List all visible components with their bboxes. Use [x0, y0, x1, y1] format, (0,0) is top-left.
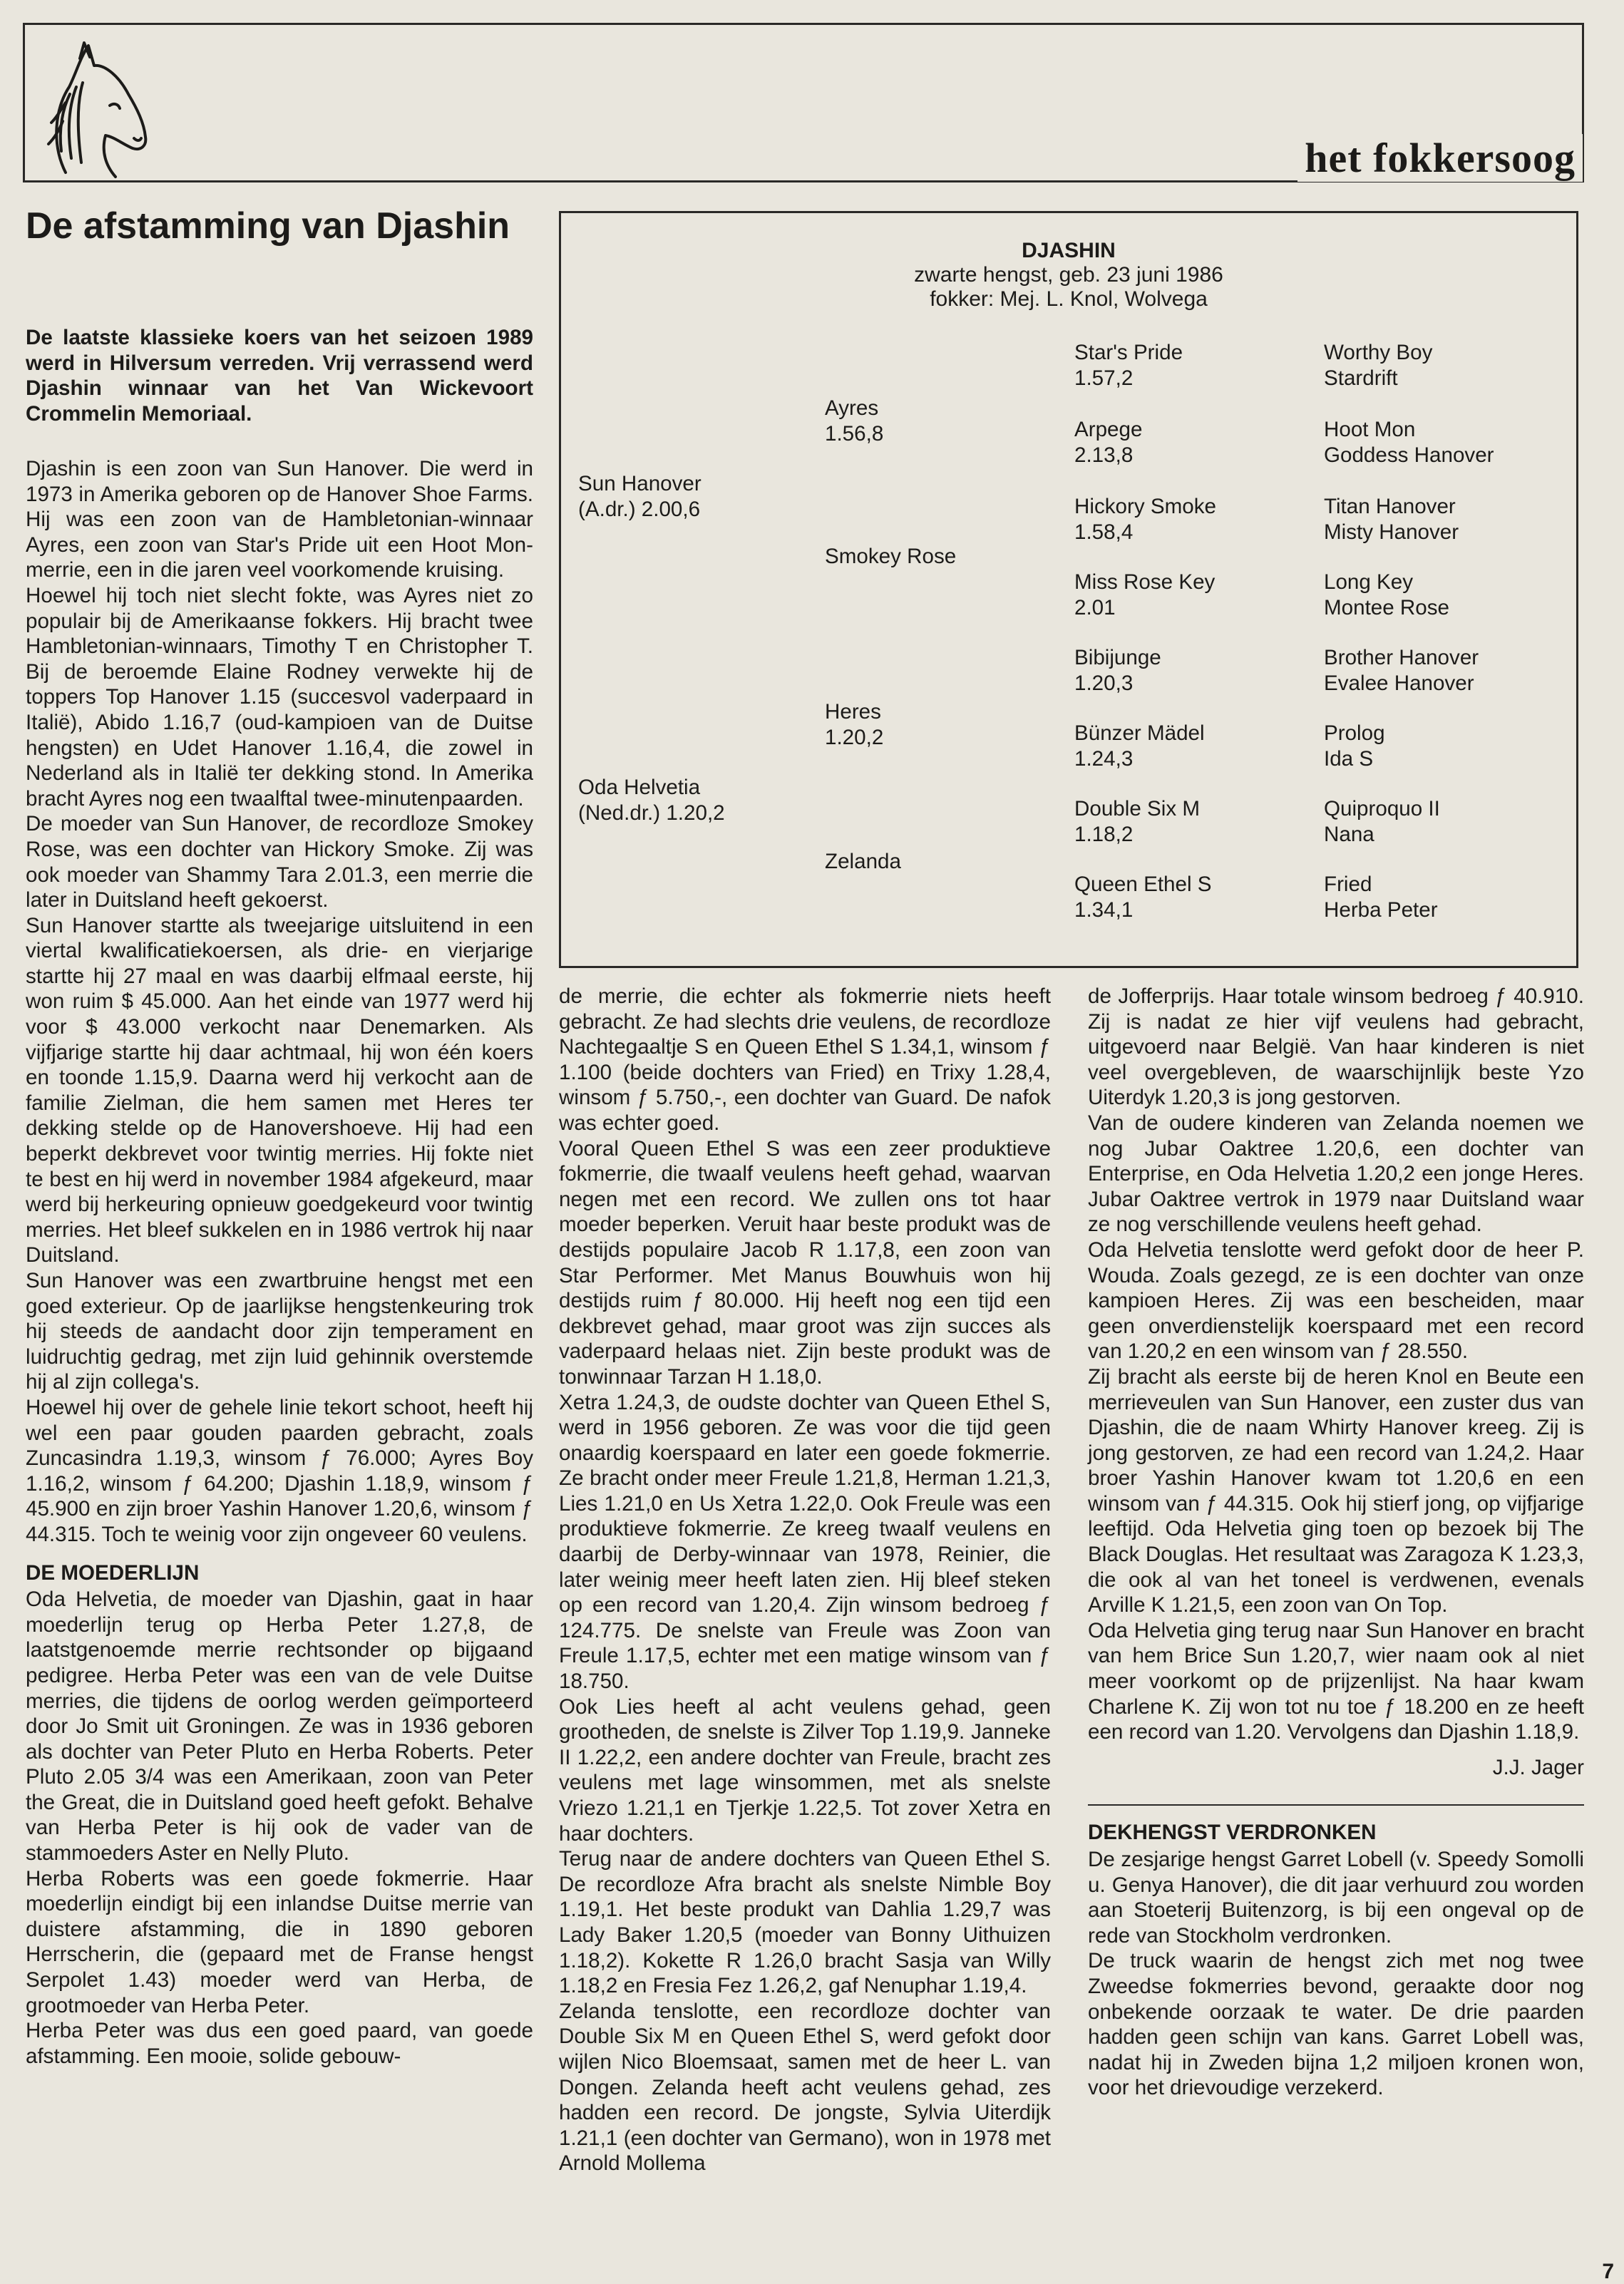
pedigree-gen2: Ayres 1.56,8	[825, 396, 884, 446]
article-column-3	[1088, 984, 1584, 2101]
page-number: 7	[1602, 2260, 1614, 2283]
author-signature: J.J. Jager	[1492, 1755, 1584, 1779]
paragraph: Hoewel hij over de gehele linie tekort schoot, heeft hij wel een paar gouden paarden gebracht, zoals Zuncasindra 1.19,3, winsom ƒ 76.000; Ayres Boy 1.16,2, winsom ƒ 64.200; Djashin 1.18,9, winsom ƒ 45.900 en zijn broer Yashin Hanover 1.20,6, winsom ƒ 44.315. Toch te weinig voor zijn ongeveer 60 veulens.	[26, 1395, 533, 1546]
pedigree-header	[561, 239, 1576, 312]
paragraph: Vooral Queen Ethel S was een zeer produktieve fokmerrie, die twaalf veulens heeft gehad, waarvan negen met een record. We zullen ons tot haar moeder beperken. Veruit haar beste produkt was de destijds populaire Jacob R 1.17,8, een zoon van Star Performer. Met Manus Bouwhuis won hij destijds ruim ƒ 80.000. Hij heeft nog een tijd een dekbrevet gehad, maar groot was zijn succes als vaderpaard helaas niet. Zijn beste produkt was de tonwinnaar Tarzan H 1.18,0.	[559, 1136, 1051, 1389]
pedigree-dam: Oda Helvetia (Ned.dr.) 1.20,2	[578, 776, 725, 825]
pedigree-gen4: Brother Hanover Evalee Hanover	[1324, 646, 1479, 695]
pedigree-gen4: Prolog Ida S	[1324, 721, 1385, 771]
pedigree-breeder: fokker: Mej. L. Knol, Wolvega	[930, 287, 1208, 311]
paragraph: De truck waarin de hengst zich met nog twee Zweedse fokmerries bevond, geraakte door nog onbekende oorzaak te water. De drie paarden hadden geen schijn van kans. Garret Lobell was, nadat hij in Zweden bijna 1,2 miljoen kronen won, voor het drievoudige verzekerd.	[1088, 1949, 1584, 2100]
article-lead: De laatste klassieke koers van het seizoen 1989 werd in Hilversum verreden. Vrij verrassend werd Djashin winnaar van het Van Wickevoort Crommelin Memoriaal.	[26, 326, 533, 426]
pedigree-box	[559, 211, 1578, 968]
section-title: het fokkersoog	[1297, 134, 1583, 182]
paragraph: Sun Hanover was een zwartbruine hengst met een goed exterieur. Op de jaarlijkse hengstenkeuring trok hij steeds de aandacht door zijn temperament en luidruchtig gedrag, met zijn luid gehinnik overstemde hij al zijn collega's.	[26, 1269, 533, 1394]
pedigree-gen4: Titan Hanover Misty Hanover	[1324, 495, 1459, 544]
paragraph: Djashin is een zoon van Sun Hanover. Die werd in 1973 in Amerika geboren op de Hanover Shoe Farms. Hij was een zoon van de Hambletonian-winnaar Ayres, een zoon van Star's Pride uit een Hoot Mon-merrie, een in die jaren veel voorkomende kruising.	[26, 457, 533, 582]
pedigree-gen4: Long Key Montee Rose	[1324, 570, 1450, 619]
subheading-moederlijn: DE MOEDERLIJN	[26, 1560, 200, 1585]
pedigree-gen4: Fried Herba Peter	[1324, 873, 1438, 922]
paragraph: Hoewel hij toch niet slecht fokte, was Ayres niet zo populair bij de Amerikaanse fokkers. Hij bracht twee Hambletonian-winnaars, Timothy T en Christopher T. Bij de beroemde Elaine Rodney verwekte hij de toppers Top Hanover 1.15 (succesvol vaderpaard in Italië), Abido 1.16,7 (oud-kampioen van de Duitse hengsten) en Udet Hanover 1.16,4, die zowel in Nederland als in Italië ter dekking stond. In Amerika bracht Ayres nog een twaalftal twee-minutenpaarden.	[26, 583, 533, 811]
paragraph: Terug naar de andere dochters van Queen Ethel S. De recordloze Afra bracht als snelste Nimble Boy 1.19,1. Het beste produkt van Dahlia 1.29,7 was Lady Baker 1.20,5 (moeder van Bonny Uithuizen 1.18,2). Kokette R 1.26,0 bracht Sasja van Willy 1.18,2 en Fresia Fez 1.26,2, gaf Nenuphar 1.19,4.	[559, 1847, 1051, 1998]
pedigree-gen3: Arpege 2.13,8	[1074, 418, 1143, 467]
pedigree-gen3: Queen Ethel S 1.34,1	[1074, 873, 1212, 922]
paragraph: Ook Lies heeft al acht veulens gehad, geen grootheden, de snelste is Zilver Top 1.19,9. Janneke II 1.22,2, een andere dochter van Freule, bracht zes veulens met lage winsommen, met als snelste Vriezo 1.21,1 en Tjerkje 1.22,5. Tot zover Xetra en haar dochters.	[559, 1694, 1051, 1846]
pedigree-gen3: Bibijunge 1.20,3	[1074, 646, 1161, 695]
pedigree-gen2: Heres 1.20,2	[825, 700, 884, 749]
paragraph: Xetra 1.24,3, de oudste dochter van Queen Ethel S, werd in 1956 geboren. Ze was voor die tijd geen onaardig koerspaard en later een goede fokmerrie. Ze bracht onder meer Freule 1.21,8, Herman 1.21,3, Lies 1.21,0 en Us Xetra 1.22,0. Ook Freule was een produktieve fokmerrie. Ze kreeg twaalf veulens en daarbij de Derby-winnaar van 1978, Reinier, die later weinig meer heeft laten zien. Hij bleef steken op een record van 1.20,4. Zijn winsom bedroeg ƒ 124.775. De snelste van Freule was Zoon van Freule 1.17,5, echter met een matige winsom van ƒ 18.750.	[559, 1390, 1051, 1694]
paragraph: Herba Roberts was een goede fokmerrie. Haar moederlijn eindigt bij een inlandse Duitse merrie van duistere afstamming, die in 1890 geboren Herrscherin, die (gepaard met de Franse hengst Serpolet 1.43) moeder werd van Herba, de grootmoeder van Herba Peter.	[26, 1866, 533, 2017]
paragraph: Zelanda tenslotte, een recordloze dochter van Double Six M en Queen Ethel S, werd gefokt door wijlen Nico Bloemsaat, samen met de heer L. van Dongen. Zelanda heeft acht veulens gehad, zes hadden een record. De jongste, Sylvia Uiterdijk 1.21,1 (een dochter van Germano), won in 1978 met Arnold Mollema	[559, 1999, 1051, 2176]
paragraph: Herba Peter was dus een goed paard, van goede afstamming. Een mooie, solide gebouw-	[26, 2019, 533, 2068]
pedigree-gen4: Quiproquo II Nana	[1324, 797, 1440, 846]
section-divider	[1088, 1804, 1584, 1806]
pedigree-gen2: Smokey Rose	[825, 545, 957, 568]
pedigree-sire: Sun Hanover (A.dr.) 2.00,6	[578, 472, 701, 521]
pedigree-gen3: Star's Pride 1.57,2	[1074, 341, 1183, 390]
pedigree-gen3: Hickory Smoke 1.58,4	[1074, 495, 1216, 544]
paragraph: De moeder van Sun Hanover, de recordloze Smokey Rose, was een dochter van Hickory Smoke. Zij was ook moeder van Shammy Tara 2.01.3, een merrie die later in Duitsland heeft gekoerst.	[26, 812, 533, 912]
pedigree-gen2: Zelanda	[825, 850, 901, 873]
pedigree-gen3: Double Six M 1.18,2	[1074, 797, 1200, 846]
paragraph: Oda Helvetia ging terug naar Sun Hanover en bracht van hem Brice Sun 1.20,7, wier naam ook al niet meer voorkomt op de prijzenlijst. Na haar kwam Charlene K. Zij won tot nu toe ƒ 18.200 en ze heeft een record van 1.20. Vervolgens dan Djashin 1.18,9.	[1088, 1618, 1584, 1744]
paragraph: Van de oudere kinderen van Zelanda noemen we nog Jubar Oaktree 1.20,6, een dochter van Enterprise, en Oda Helvetia 1.20,2 een jonge Heres. Jubar Oaktree vertrok in 1979 naar Duitsland waar ze nog verschillende veulens heeft gehad.	[1088, 1111, 1584, 1237]
paragraph: de Jofferprijs. Haar totale winsom bedroeg ƒ 40.910. Zij is nadat ze hier vijf veulens had gebracht, uitgevoerd naar België. Van haar kinderen is niet veel overgebleven, de waarschijnlijk beste Yzo Uiterdyk 1.20,3 is jong gestorven.	[1088, 984, 1584, 1110]
pedigree-gen4: Hoot Mon Goddess Hanover	[1324, 418, 1494, 467]
pedigree-gen3: Miss Rose Key 2.01	[1074, 570, 1216, 619]
paragraph: Oda Helvetia tenslotte werd gefokt door de heer P. Wouda. Zoals gezegd, ze is een dochter van onze kampioen Heres. Zij was een bescheiden, maar geen onverdienstelijk koerspaard met een record van 1.20,2 en een winsom van ƒ 28.550.	[1088, 1238, 1584, 1364]
paragraph: Zij bracht als eerste bij de heren Knol en Beute een merrieveulen van Sun Hanover, een zuster dus van Djashin, die de naam Whirty Hanover kreeg. Zij is jong gestorven, ze had een record van 1.24,2. Haar broer Yashin Hanover kwam tot 1.20,6 en een winsom van ƒ 44.315. Ook hij stierf jong, op vijfjarige leeftijd. Oda Helvetia ging toen op bezoek bij The Black Douglas. Het resultaat was Zaragoza K 1.23,3, die ook al van het toneel is verdwenen, evenals Arville K 1.21,5, een zoon van On Top.	[1088, 1364, 1584, 1617]
pedigree-horse-name: DJASHIN	[1022, 239, 1116, 262]
article-column-1	[26, 456, 533, 2069]
pedigree-gen3: Bünzer Mädel 1.24,3	[1074, 721, 1205, 771]
article-column-2	[559, 984, 1051, 2176]
paragraph: de merrie, die echter als fokmerrie niets heeft gebracht. Ze had slechts drie veulens, de recordloze Nachtegaaltje S en Queen Ethel S 1.34,1, winsom ƒ 1.100 (beide dochters van Fried) en Trixy 1.28,4, winsom ƒ 5.750,-, een dochter van Guard. De nafok was echter goed.	[559, 984, 1051, 1135]
paragraph: Sun Hanover startte als tweejarige uitsluitend in een viertal kwalificatiekoersen, als drie- en vierjarige startte hij 27 maal en was daarbij elfmaal eerste, hij won ruim $ 45.000. Aan het einde van 1977 werd hij voor $ 43.000 verkocht naar Denemarken. Als vijfjarige startte hij daar achtmaal, hij won één koers en toonde 1.15,9. Daarna werd hij verkocht aan de familie Zielman, die hem samen met Heres ter dekking stelde op de Hanovershoeve. Hij had een beperkt dekbrevet voor twintig merries. Hij fokte niet te best en hij werd in november 1984 afgekeurd, maar werd bij herkeuring opnieuw goedgekeurd voor twintig merries. Het bleef sukkelen en in 1986 vertrok hij naar Duitsland.	[26, 913, 533, 1267]
pedigree-gen4: Worthy Boy Stardrift	[1324, 341, 1433, 390]
news-title: DEKHENGST VERDRONKEN	[1088, 1821, 1377, 1845]
pedigree-description: zwarte hengst, geb. 23 juni 1986	[914, 263, 1223, 287]
paragraph: Oda Helvetia, de moeder van Djashin, gaat in haar moederlijn terug op Herba Peter 1.27,8, de laatstgenoemde merrie rechtsonder op bijgaand pedigree. Herba Peter was een van de vele Duitse merries, die tijdens de oorlog werden geïmporteerd door Jo Smit uit Groningen. Ze was in 1936 geboren als dochter van Peter Pluto en Herba Roberts. Peter Pluto 2.05 3/4 was een Amerikaan, zoon van Peter the Great, die in Duitsland goed heeft gefokt. Behalve van Herba Peter is hij ook de vader van de stammoeders Aster en Nelly Pluto.	[26, 1588, 533, 1866]
paragraph: De zesjarige hengst Garret Lobell (v. Speedy Somolli u. Genya Hanover), die dit jaar verhuurd zou worden aan Stoeterij Buitenzorg, is bij een ongeval op de rede van Stockholm verdronken.	[1088, 1848, 1584, 1948]
horse-head-logo	[37, 37, 158, 180]
article-title: De afstamming van Djashin	[26, 205, 510, 247]
